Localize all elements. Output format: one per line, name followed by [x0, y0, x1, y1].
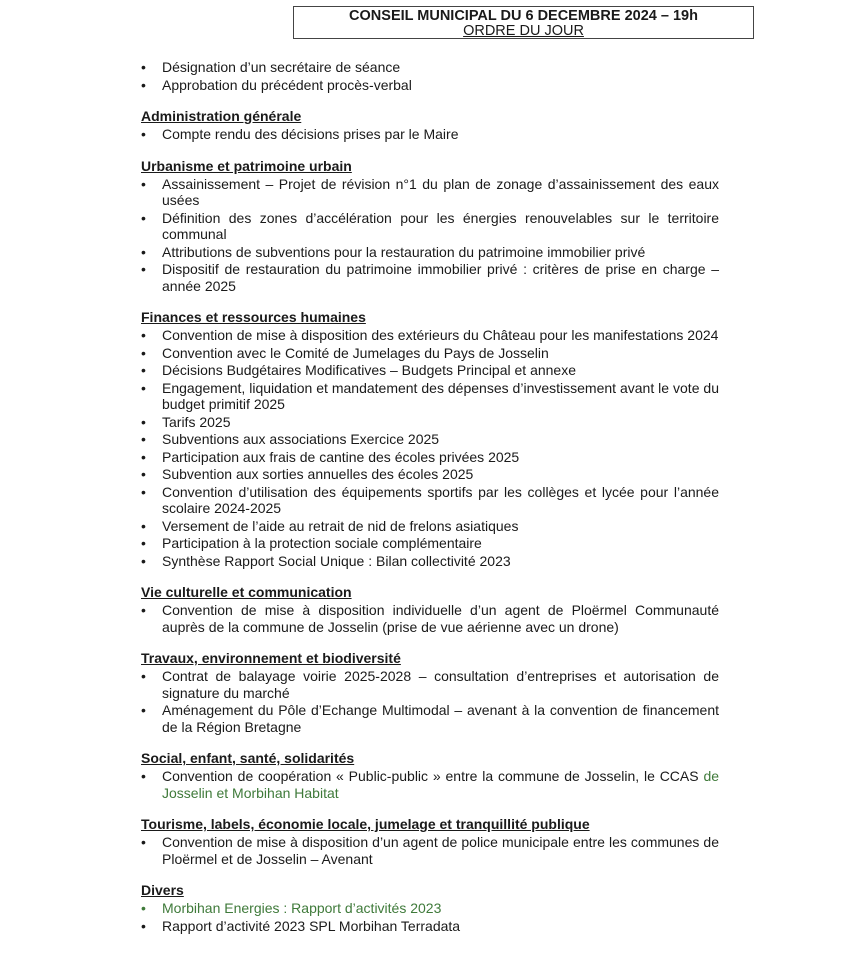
- list-item: • Engagement, liquidation et mandatement des dépenses d’investissement avant le vote du budget primitif 2025: [141, 380, 719, 413]
- list-item: • Synthèse Rapport Social Unique : Bilan collectivité 2023: [141, 553, 719, 570]
- section-heading: Finances et ressources humaines: [141, 309, 366, 325]
- list-item: • Subvention aux sorties annuelles des écoles 2025: [141, 466, 719, 483]
- list-item: • Décisions Budgétaires Modificatives – Budgets Principal et annexe: [141, 362, 719, 379]
- list-item: • Rapport d’activité 2023 SPL Morbihan Terradata: [141, 918, 719, 935]
- list-item: • Contrat de balayage voirie 2025-2028 – consultation d’entreprises et autorisation de signature du marché: [141, 668, 719, 701]
- list-item: • Convention de mise à disposition individuelle d’un agent de Ploërmel Communauté auprès de la commune de Josselin (prise de vue aérienne avec un drone): [141, 602, 719, 635]
- list-item: • Convention de mise à disposition des extérieurs du Château pour les manifestations 2024: [141, 327, 719, 344]
- list-item: [141, 768, 719, 801]
- list-item: • Désignation d’un secrétaire de séance: [141, 59, 719, 76]
- agenda: [141, 59, 719, 935]
- list-item: • Convention avec le Comité de Jumelages du Pays de Josselin: [141, 345, 719, 362]
- section-heading: Divers: [141, 882, 184, 898]
- section-urbanisme: [141, 158, 719, 295]
- section-heading: Social, enfant, santé, solidarités: [141, 750, 355, 766]
- header-box: [293, 6, 754, 39]
- list-item: • Aménagement du Pôle d’Echange Multimodal – avenant à la convention de financement de la Région Bretagne: [141, 702, 719, 735]
- section-heading: Travaux, environnement et biodiversité: [141, 650, 401, 666]
- list-item: • Morbihan Energies : Rapport d’activités 2023: [141, 900, 719, 917]
- list-item: • Versement de l’aide au retrait de nid de frelons asiatiques: [141, 518, 719, 535]
- list-item: • Définition des zones d’accélération pour les énergies renouvelables sur le territoire communal: [141, 210, 719, 243]
- section-heading: Vie culturelle et communication: [141, 584, 352, 600]
- section-travaux: [141, 650, 719, 735]
- section-heading: Urbanisme et patrimoine urbain: [141, 157, 352, 174]
- list-item: • Attributions de subventions pour la restauration du patrimoine immobilier privé: [141, 244, 719, 261]
- list-item: • Subventions aux associations Exercice 2025: [141, 431, 719, 448]
- list-item: • Dispositif de restauration du patrimoine immobilier privé : critères de prise en charge – année 2025: [141, 261, 719, 294]
- list-item: • Tarifs 2025: [141, 414, 719, 431]
- section-heading: Tourisme, labels, économie locale, jumelage et tranquillité publique: [141, 816, 590, 832]
- section-vie-culturelle: [141, 584, 719, 635]
- section-finances: [141, 309, 719, 569]
- list-item: • Convention d’utilisation des équipements sportifs par les collèges et lycée pour l’année scolaire 2024-2025: [141, 484, 719, 517]
- list-item: • Compte rendu des décisions prises par le Maire: [141, 126, 719, 143]
- section-heading: Administration générale: [141, 108, 302, 124]
- list-item: • Convention de mise à disposition d’un agent de police municipale entre les communes de Ploërmel et de Josselin – Avenant: [141, 834, 719, 867]
- list-item-text: Convention de coopération « Public-public » entre la commune de Josselin, le CCAS: [162, 768, 699, 784]
- section-administration: [141, 108, 719, 143]
- list-item: • Participation aux frais de cantine des écoles privées 2025: [141, 449, 719, 466]
- list-item-text-green: de Josselin et Morbihan Habitat: [162, 768, 720, 801]
- list-item: • Approbation du précédent procès-verbal: [141, 77, 719, 94]
- list-item: • Assainissement – Projet de révision n°1 du plan de zonage d’assainissement des eaux usées: [141, 176, 719, 209]
- list-item: • Participation à la protection sociale complémentaire: [141, 535, 719, 552]
- section-divers: [141, 882, 719, 934]
- intro-list: [141, 59, 719, 93]
- document-subtitle: ORDRE DU JOUR: [463, 23, 584, 39]
- section-tourisme: [141, 816, 719, 867]
- section-social: [141, 750, 719, 801]
- document-title: CONSEIL MUNICIPAL DU 6 DECEMBRE 2024 – 19h: [349, 8, 698, 24]
